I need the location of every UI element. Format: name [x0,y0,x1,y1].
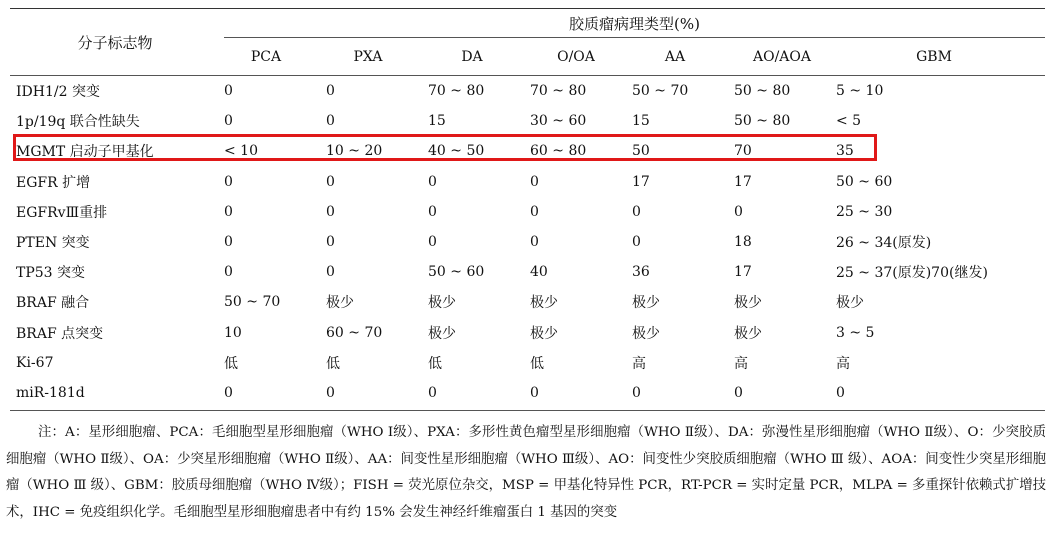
col-header-pxa: PXA [353,49,383,65]
table-cell: 0 [224,233,233,250]
table-cell: 高 [734,355,748,372]
table-cell: 26 ~ 34(原发) [836,234,932,251]
table-row [10,378,1045,408]
col-header-pca: PCA [250,49,282,65]
table-cell: 0 [428,233,437,250]
footnote-text: 注：A：星形细胞瘤、PCA：毛细胞型星形细胞瘤（WHO Ⅰ级）、PXA：多形性黄色瘤型星形细胞瘤（WHO Ⅱ级）、DA：弥漫性星形细胞瘤（WHO Ⅱ级）、O：少突胶质细胞瘤（WHO Ⅱ级）、OA：少突星形细胞瘤（WHO Ⅱ级）、AA：间变性星形细胞瘤（WHO Ⅲ级）、AO：间变性少突胶质细胞瘤（WHO Ⅲ 级）、AOA：间变性少突星形细胞瘤（WHO Ⅲ 级）、GBM：胶质母细胞瘤（WHO Ⅳ级）；FISH = 荧光原位杂交，MSP = 甲基化特异性 PCR，RT-PCR = 实时定量 PCR，MLPA = 多重探针依赖式扩增技术，IHC = 免疫组织化学。毛细胞型星形细胞瘤患者中有约 15% 会发生神经纤维瘤蛋白 1 基因的突变 [6,425,1046,520]
table-cell: 0 [224,203,233,220]
table-cell: 50 [632,143,650,160]
table-cell: 0 [326,384,335,401]
table-row [10,227,1045,257]
table-row [10,257,1045,287]
table-cell: 10 ~ 20 [326,143,383,160]
col-header-o-oa: O/OA [557,49,595,65]
table-cell: 0 [734,203,743,220]
table-cell: 极少 [326,295,354,312]
table-cell: 极少 [530,295,558,312]
table-row [10,167,1045,197]
table-cell: 0 [224,173,233,190]
row-label: MGMT 启动子甲基化 [16,144,154,161]
table-cell: 40 [530,264,548,281]
col-header-gbm: GBM [916,49,952,65]
table-cell: 极少 [428,295,456,312]
table-row [10,197,1045,227]
table-header-top [10,8,1045,52]
row-label: EGFR 扩增 [16,174,91,191]
table-cell: 0 [428,203,437,220]
table-cell: 18 [734,233,752,250]
table-footnote [6,420,1046,526]
table-cell: 低 [326,355,340,372]
table-cell: 低 [224,355,238,372]
table-cell: 50 ~ 80 [734,113,791,130]
row-label: BRAF 点突变 [16,325,104,342]
table-cell: 60 ~ 70 [326,324,383,341]
row-label: miR-181d [16,384,85,401]
table-cell: 0 [632,203,641,220]
table-cell: 0 [734,384,743,401]
table-cell: 36 [632,264,650,281]
table-row [10,318,1045,348]
table-cell: 70 ~ 80 [530,83,587,99]
table-cell: 50 ~ 80 [734,83,791,99]
row-label: Ki-67 [16,354,54,371]
table-row [10,287,1045,317]
table-cell: 0 [224,83,233,99]
table-cell: 极少 [530,325,558,342]
row-label: BRAF 融合 [16,295,90,312]
col-header-aa: AA [664,49,686,65]
table-cell: 0 [326,113,335,130]
table-cell: 高 [632,355,646,372]
table-cell: < 10 [224,143,258,160]
table-cell: 25 ~ 37(原发)70(继发) [836,265,988,282]
table-cell: 0 [224,264,233,281]
table-cell: 17 [734,264,752,281]
row-label: TP53 突变 [16,265,86,282]
table-cell: 17 [632,173,650,190]
table-cell: 10 [224,324,242,341]
row-label: EGFRvⅢ重排 [16,204,108,221]
table-cell: 70 [734,143,752,160]
table-cell: 50 ~ 70 [224,294,281,311]
table-cell: 5 ~ 10 [836,83,884,99]
table-cell: 极少 [632,325,660,342]
table-cell: 0 [326,83,335,99]
table-cell: 0 [530,173,539,190]
table-cell: 极少 [632,295,660,312]
col-group-header: 胶质瘤病理类型(%) [224,9,1045,38]
table-cell: 0 [224,384,233,401]
table-cell: 高 [836,355,850,372]
table-cell: 0 [632,384,641,401]
table-cell: 17 [734,173,752,190]
table-cell: 0 [326,264,335,281]
table-cell: 极少 [428,325,456,342]
highlight-box [13,134,877,161]
table-cell: 0 [224,113,233,130]
table-row [10,106,1045,136]
table-cell: 0 [428,173,437,190]
table-subheader-row [10,39,1045,76]
table-cell: < 5 [836,113,862,130]
table-cell: 0 [326,173,335,190]
table-cell: 50 ~ 70 [632,83,689,99]
table-cell: 0 [530,203,539,220]
table-cell: 0 [428,384,437,401]
table-cell: 30 ~ 60 [530,113,587,130]
table-cell: 3 ~ 5 [836,324,875,341]
table-cell: 25 ~ 30 [836,203,893,220]
table-cell: 50 ~ 60 [428,264,485,281]
table-cell: 35 [836,143,854,160]
table-cell: 极少 [734,295,762,312]
table-cell: 极少 [734,325,762,342]
row-label: 1p/19q 联合性缺失 [16,114,140,131]
table-cell: 15 [632,113,650,130]
table-cell: 70 ~ 80 [428,83,485,99]
row-label: IDH1/2 突变 [16,84,100,100]
table-cell: 低 [428,355,442,372]
col-header-marker: 分子标志物 [77,33,153,52]
table-cell: 0 [836,384,845,401]
table-cell: 50 ~ 60 [836,173,893,190]
table-cell: 0 [530,384,539,401]
marker-table [10,8,1045,411]
table-cell: 0 [326,203,335,220]
table-cell: 极少 [836,295,864,312]
table-row [10,76,1045,106]
table-cell: 0 [326,233,335,250]
table-cell: 0 [530,233,539,250]
table-body [10,76,1045,408]
table-cell: 40 ~ 50 [428,143,485,160]
row-label: PTEN 突变 [16,234,90,251]
table-row [10,348,1045,378]
table-cell: 0 [632,233,641,250]
table-cell: 低 [530,355,544,372]
table-cell: 15 [428,113,446,130]
col-header-da: DA [461,49,483,65]
table-bottom-rule [10,410,1045,411]
table-cell: 60 ~ 80 [530,143,587,160]
col-header-ao-aoa: AO/AOA [752,49,811,65]
